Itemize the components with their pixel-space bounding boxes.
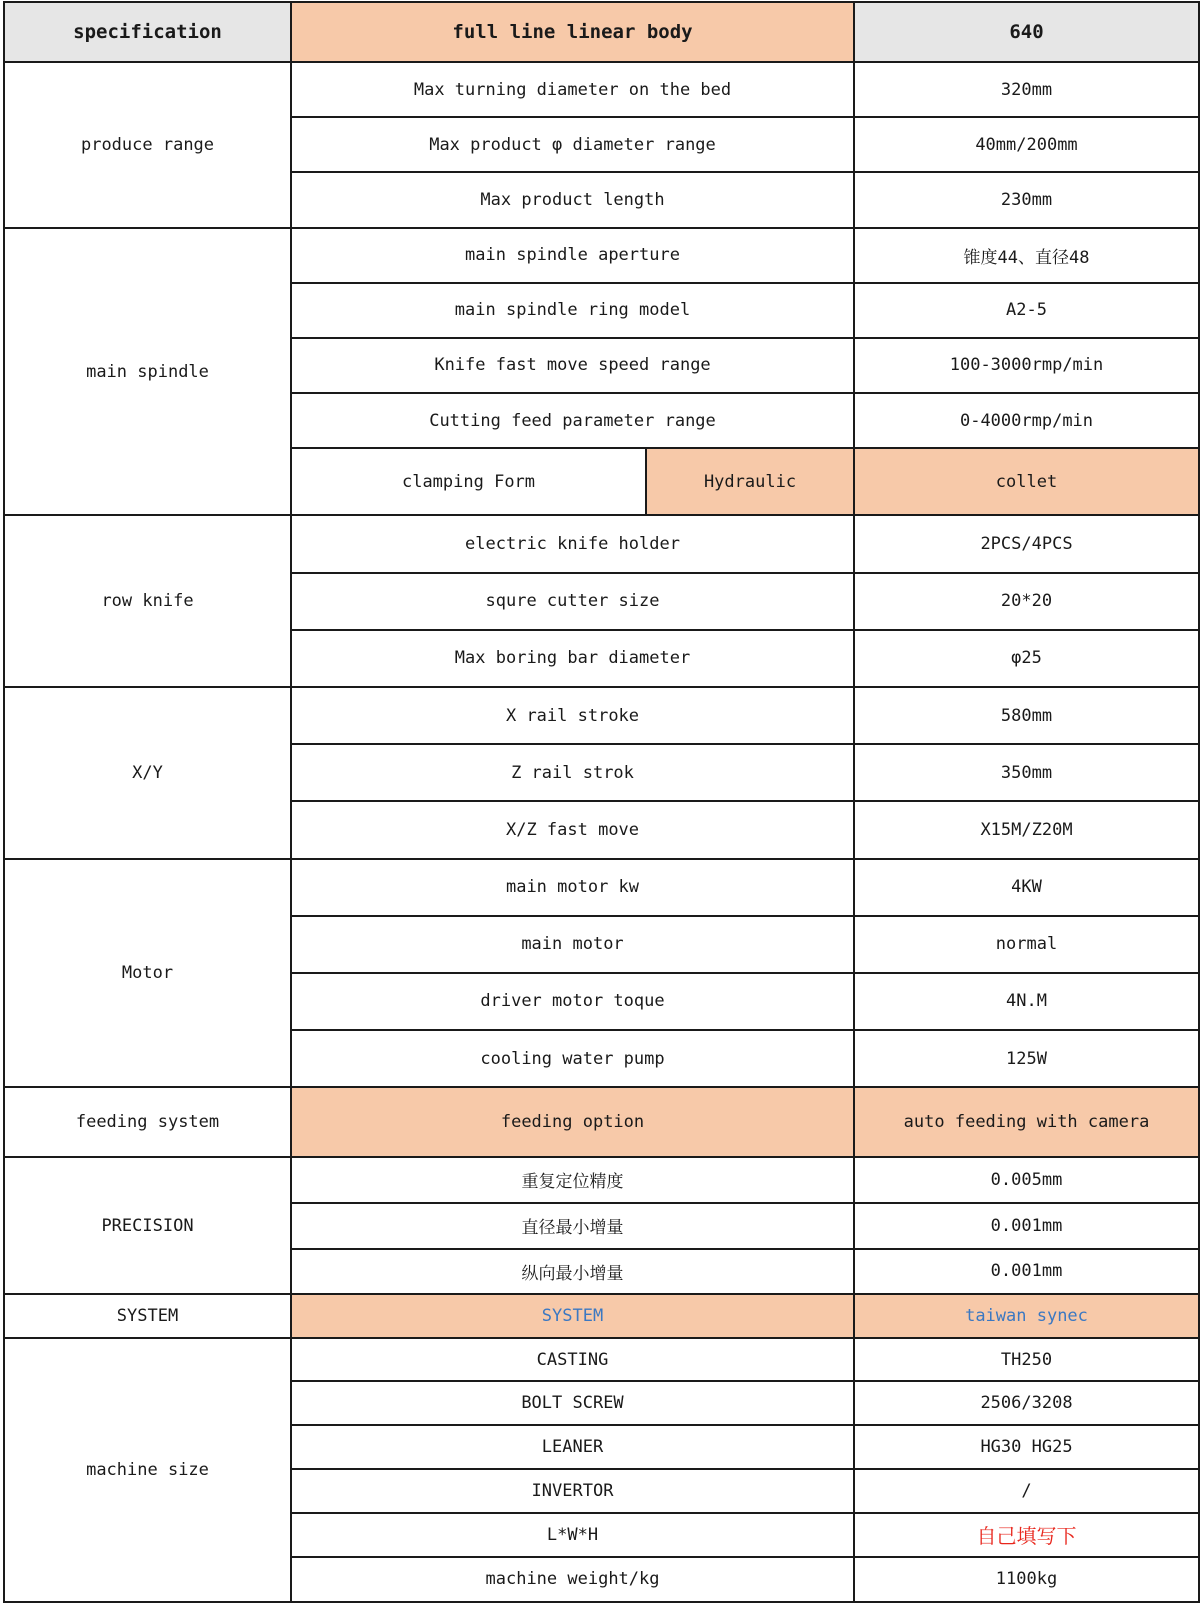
spec-value: 0-4000rmp/min bbox=[854, 393, 1199, 448]
group-feeding-system: feeding system bbox=[4, 1087, 291, 1156]
spec-name: Cutting feed parameter range bbox=[291, 393, 854, 448]
spec-name: Max product length bbox=[291, 172, 854, 227]
spec-value: normal bbox=[854, 916, 1199, 973]
group-precision: PRECISION bbox=[4, 1157, 291, 1295]
spec-value: 40mm/200mm bbox=[854, 117, 1199, 172]
spec-value: taiwan synec bbox=[854, 1294, 1199, 1338]
spec-value: 锥度44、直径48 bbox=[854, 228, 1199, 283]
spec-value: 125W bbox=[854, 1030, 1199, 1087]
table-row bbox=[4, 1087, 1199, 1156]
spec-name: 纵向最小增量 bbox=[291, 1249, 854, 1295]
table-row bbox=[4, 687, 1199, 744]
spec-value: 0.005mm bbox=[854, 1157, 1199, 1203]
spec-name: Max boring bar diameter bbox=[291, 630, 854, 687]
spec-name: driver motor toque bbox=[291, 973, 854, 1030]
spec-name: Max turning diameter on the bed bbox=[291, 62, 854, 117]
spec-value: auto feeding with camera bbox=[854, 1087, 1199, 1156]
spec-name: electric knife holder bbox=[291, 515, 854, 572]
group-xy: X/Y bbox=[4, 687, 291, 859]
spec-value: TH250 bbox=[854, 1338, 1199, 1381]
table-row bbox=[4, 228, 1199, 283]
spec-clamping-type: Hydraulic bbox=[646, 448, 854, 515]
spec-value: collet bbox=[854, 448, 1199, 515]
spec-value: X15M/Z20M bbox=[854, 801, 1199, 858]
spec-name: main spindle aperture bbox=[291, 228, 854, 283]
table-row bbox=[4, 515, 1199, 572]
spec-name: main motor bbox=[291, 916, 854, 973]
specification-table bbox=[3, 1, 1200, 1603]
group-main-spindle: main spindle bbox=[4, 228, 291, 516]
spec-value: 1100kg bbox=[854, 1557, 1199, 1602]
spec-name: squre cutter size bbox=[291, 573, 854, 630]
spec-name: clamping Form bbox=[291, 448, 646, 515]
table-row bbox=[4, 859, 1199, 916]
group-machine-size: machine size bbox=[4, 1338, 291, 1602]
spec-value: 580mm bbox=[854, 687, 1199, 744]
spec-value: 2PCS/4PCS bbox=[854, 515, 1199, 572]
header-specification: specification bbox=[4, 2, 291, 62]
group-motor: Motor bbox=[4, 859, 291, 1088]
spec-name: 直径最小增量 bbox=[291, 1203, 854, 1249]
spec-name: CASTING bbox=[291, 1338, 854, 1381]
group-row-knife: row knife bbox=[4, 515, 291, 687]
table-row bbox=[4, 1294, 1199, 1338]
spec-name: Z rail strok bbox=[291, 744, 854, 801]
spec-name: Max product φ diameter range bbox=[291, 117, 854, 172]
spec-value: 4N.M bbox=[854, 973, 1199, 1030]
spec-value: 320mm bbox=[854, 62, 1199, 117]
spec-name: LEANER bbox=[291, 1425, 854, 1469]
spec-value: HG30 HG25 bbox=[854, 1425, 1199, 1469]
spec-name: 重复定位精度 bbox=[291, 1157, 854, 1203]
table-header-row bbox=[4, 2, 1199, 62]
spec-name: INVERTOR bbox=[291, 1469, 854, 1513]
spec-name: L*W*H bbox=[291, 1513, 854, 1557]
header-model: 640 bbox=[854, 2, 1199, 62]
spec-value: 350mm bbox=[854, 744, 1199, 801]
spec-name: main motor kw bbox=[291, 859, 854, 916]
spec-value: 0.001mm bbox=[854, 1203, 1199, 1249]
spec-name: Knife fast move speed range bbox=[291, 338, 854, 393]
header-body-type: full line linear body bbox=[291, 2, 854, 62]
spec-value: A2-5 bbox=[854, 283, 1199, 338]
spec-name: X rail stroke bbox=[291, 687, 854, 744]
spec-name: cooling water pump bbox=[291, 1030, 854, 1087]
spec-value: / bbox=[854, 1469, 1199, 1513]
spec-name: feeding option bbox=[291, 1087, 854, 1156]
group-produce-range: produce range bbox=[4, 62, 291, 227]
spec-value: 2506/3208 bbox=[854, 1381, 1199, 1425]
spec-name: X/Z fast move bbox=[291, 801, 854, 858]
table-row bbox=[4, 62, 1199, 117]
spec-value: 20*20 bbox=[854, 573, 1199, 630]
spec-name: SYSTEM bbox=[291, 1294, 854, 1338]
spec-value: 230mm bbox=[854, 172, 1199, 227]
spec-name: BOLT SCREW bbox=[291, 1381, 854, 1425]
spec-name: machine weight/kg bbox=[291, 1557, 854, 1602]
spec-value: 自己填写下 bbox=[854, 1513, 1199, 1557]
table-row bbox=[4, 1338, 1199, 1381]
spec-value: φ25 bbox=[854, 630, 1199, 687]
spec-value: 0.001mm bbox=[854, 1249, 1199, 1295]
spec-name: main spindle ring model bbox=[291, 283, 854, 338]
table-row bbox=[4, 1157, 1199, 1203]
spec-value: 100-3000rmp/min bbox=[854, 338, 1199, 393]
spec-value: 4KW bbox=[854, 859, 1199, 916]
group-system: SYSTEM bbox=[4, 1294, 291, 1338]
